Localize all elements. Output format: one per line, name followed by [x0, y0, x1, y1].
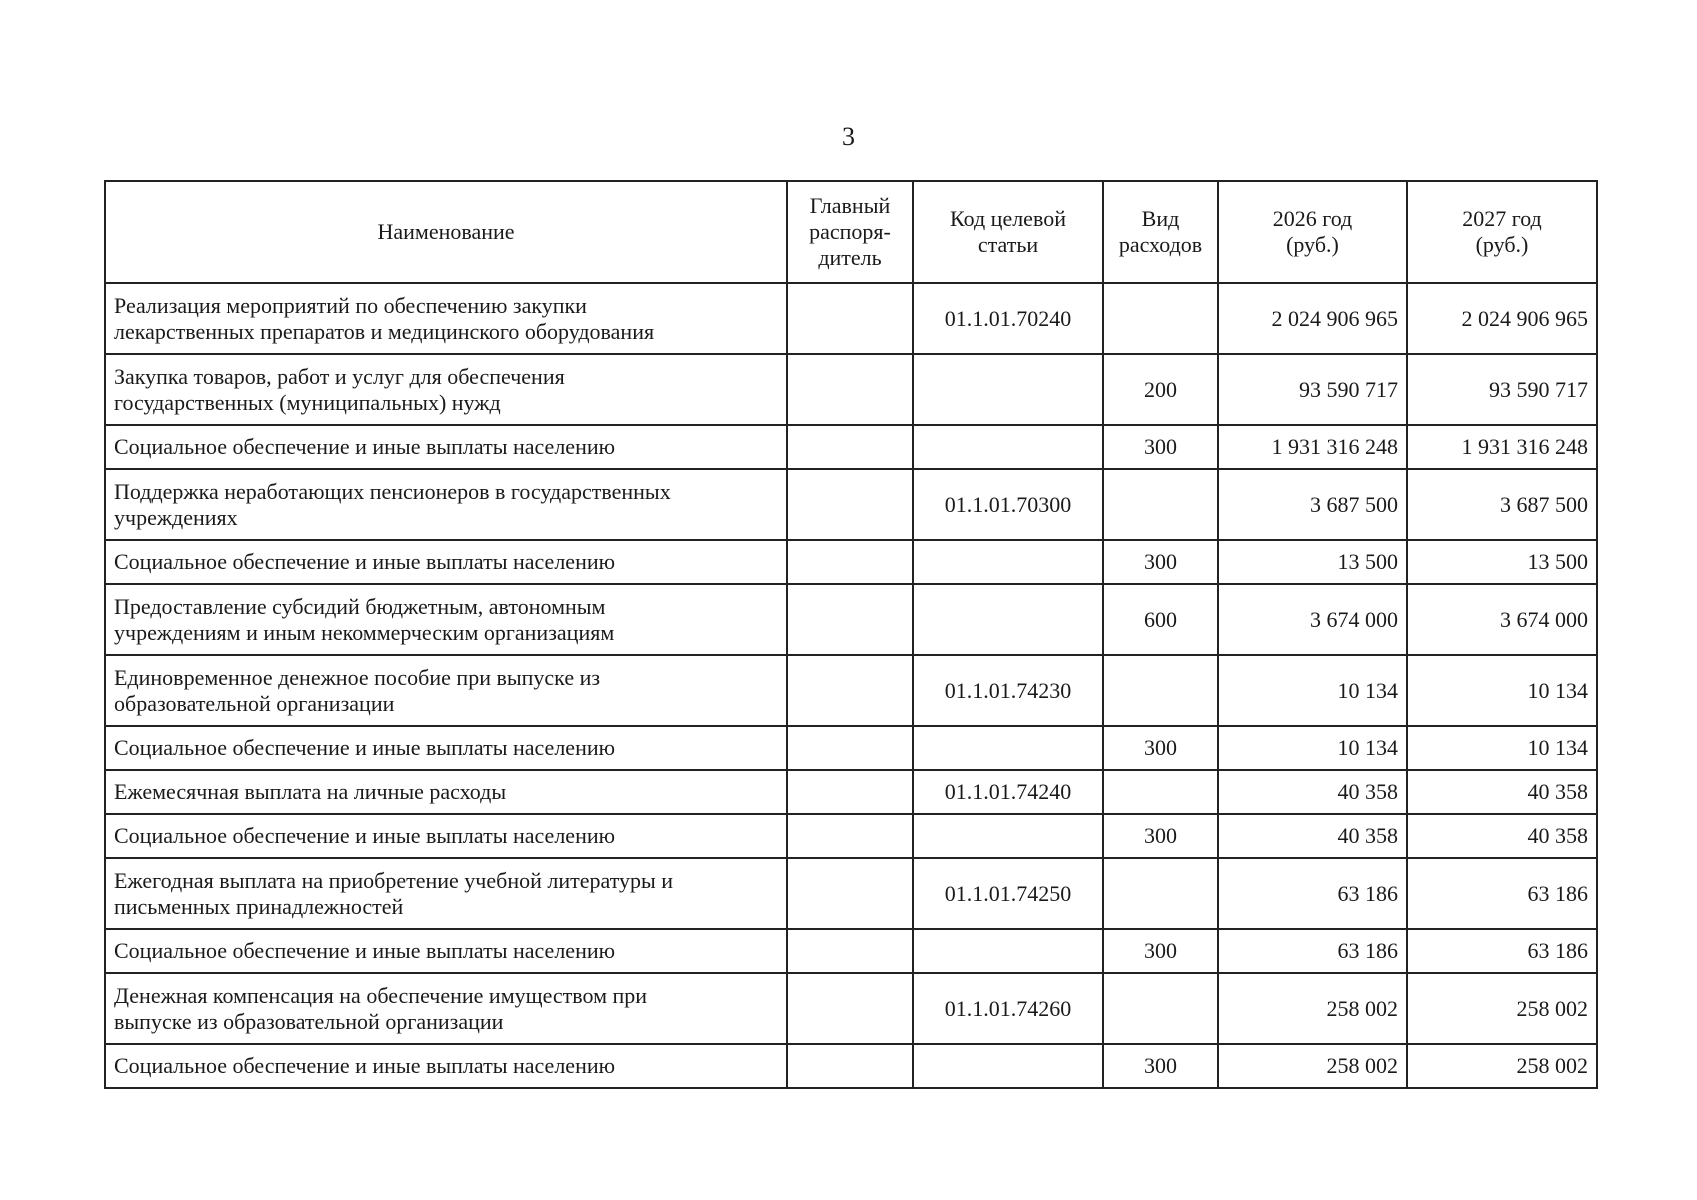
row-2026: 93 590 717	[1218, 354, 1407, 425]
row-name: Социальное обеспечение и иные выплаты населению	[105, 540, 787, 584]
row-name: Социальное обеспечение и иные выплаты населению	[105, 814, 787, 858]
header-kind: Вид расходов	[1103, 181, 1218, 283]
row-2026: 63 186	[1218, 858, 1407, 929]
row-code	[913, 726, 1103, 770]
row-2026: 10 134	[1218, 655, 1407, 726]
row-manager	[787, 283, 913, 354]
table-row	[105, 540, 1597, 584]
row-kind: 300	[1103, 726, 1218, 770]
header-name: Наименование	[105, 181, 787, 283]
row-2027: 93 590 717	[1407, 354, 1597, 425]
row-code	[913, 584, 1103, 655]
row-2026: 258 002	[1218, 1044, 1407, 1088]
page-number: 3	[842, 122, 855, 151]
row-code	[913, 540, 1103, 584]
row-2027: 3 674 000	[1407, 584, 1597, 655]
row-2026: 63 186	[1218, 929, 1407, 973]
header-code: Код целевой статьи	[913, 181, 1103, 283]
row-kind	[1103, 973, 1218, 1044]
row-code	[913, 1044, 1103, 1088]
row-kind	[1103, 655, 1218, 726]
row-code: 01.1.01.74250	[913, 858, 1103, 929]
row-manager	[787, 726, 913, 770]
row-kind: 200	[1103, 354, 1218, 425]
row-2027: 258 002	[1407, 1044, 1597, 1088]
row-code	[913, 425, 1103, 469]
budget-table	[104, 180, 1598, 1089]
row-2027: 10 134	[1407, 726, 1597, 770]
table-row	[105, 814, 1597, 858]
row-code: 01.1.01.74260	[913, 973, 1103, 1044]
row-kind	[1103, 283, 1218, 354]
row-2026: 10 134	[1218, 726, 1407, 770]
row-kind: 300	[1103, 929, 1218, 973]
row-2026: 3 687 500	[1218, 469, 1407, 540]
table-row	[105, 469, 1597, 540]
header-manager: Главный распоря- дитель	[787, 181, 913, 283]
table-row	[105, 425, 1597, 469]
row-manager	[787, 469, 913, 540]
row-name: Поддержка неработающих пенсионеров в государственных учреждениях	[105, 469, 787, 540]
row-manager	[787, 814, 913, 858]
row-name: Ежемесячная выплата на личные расходы	[105, 770, 787, 814]
row-manager	[787, 770, 913, 814]
table-row	[105, 973, 1597, 1044]
row-code	[913, 929, 1103, 973]
row-code: 01.1.01.70240	[913, 283, 1103, 354]
table-row	[105, 283, 1597, 354]
row-name: Социальное обеспечение и иные выплаты населению	[105, 1044, 787, 1088]
row-manager	[787, 973, 913, 1044]
row-kind	[1103, 770, 1218, 814]
row-name: Социальное обеспечение и иные выплаты населению	[105, 425, 787, 469]
table-row	[105, 655, 1597, 726]
table-row	[105, 1044, 1597, 1088]
row-code: 01.1.01.74230	[913, 655, 1103, 726]
row-manager	[787, 425, 913, 469]
row-2027: 1 931 316 248	[1407, 425, 1597, 469]
row-2027: 63 186	[1407, 929, 1597, 973]
row-manager	[787, 929, 913, 973]
row-manager	[787, 655, 913, 726]
row-manager	[787, 540, 913, 584]
table-row	[105, 354, 1597, 425]
row-2027: 10 134	[1407, 655, 1597, 726]
row-kind: 300	[1103, 814, 1218, 858]
table-row	[105, 726, 1597, 770]
row-2026: 40 358	[1218, 770, 1407, 814]
row-2026: 40 358	[1218, 814, 1407, 858]
row-2026: 258 002	[1218, 973, 1407, 1044]
row-manager	[787, 584, 913, 655]
row-manager	[787, 858, 913, 929]
row-name: Социальное обеспечение и иные выплаты населению	[105, 929, 787, 973]
header-2027: 2027 год (руб.)	[1407, 181, 1597, 283]
row-name: Социальное обеспечение и иные выплаты населению	[105, 726, 787, 770]
row-kind	[1103, 469, 1218, 540]
row-manager	[787, 1044, 913, 1088]
row-kind: 600	[1103, 584, 1218, 655]
row-2027: 3 687 500	[1407, 469, 1597, 540]
row-kind: 300	[1103, 1044, 1218, 1088]
header-2026: 2026 год (руб.)	[1218, 181, 1407, 283]
row-2027: 40 358	[1407, 770, 1597, 814]
row-name: Денежная компенсация на обеспечение имуществом при выпуске из образовательной организации	[105, 973, 787, 1044]
table-row	[105, 929, 1597, 973]
row-kind: 300	[1103, 540, 1218, 584]
row-kind	[1103, 858, 1218, 929]
row-2027: 13 500	[1407, 540, 1597, 584]
row-name: Закупка товаров, работ и услуг для обеспечения государственных (муниципальных) нужд	[105, 354, 787, 425]
row-2026: 2 024 906 965	[1218, 283, 1407, 354]
row-code: 01.1.01.74240	[913, 770, 1103, 814]
row-code	[913, 354, 1103, 425]
row-2026: 13 500	[1218, 540, 1407, 584]
row-kind: 300	[1103, 425, 1218, 469]
row-2027: 258 002	[1407, 973, 1597, 1044]
row-2026: 1 931 316 248	[1218, 425, 1407, 469]
row-name: Единовременное денежное пособие при выпуске из образовательной организации	[105, 655, 787, 726]
row-code	[913, 814, 1103, 858]
row-2026: 3 674 000	[1218, 584, 1407, 655]
row-code: 01.1.01.70300	[913, 469, 1103, 540]
row-manager	[787, 354, 913, 425]
row-2027: 40 358	[1407, 814, 1597, 858]
row-name: Реализация мероприятий по обеспечению закупки лекарственных препаратов и медицинского оборудования	[105, 283, 787, 354]
row-2027: 2 024 906 965	[1407, 283, 1597, 354]
row-name: Ежегодная выплата на приобретение учебной литературы и письменных принадлежностей	[105, 858, 787, 929]
table-row	[105, 584, 1597, 655]
row-2027: 63 186	[1407, 858, 1597, 929]
table-row	[105, 770, 1597, 814]
row-name: Предоставление субсидий бюджетным, автономным учреждениям и иным некоммерческим организациям	[105, 584, 787, 655]
table-row	[105, 858, 1597, 929]
header-row	[105, 181, 1597, 283]
